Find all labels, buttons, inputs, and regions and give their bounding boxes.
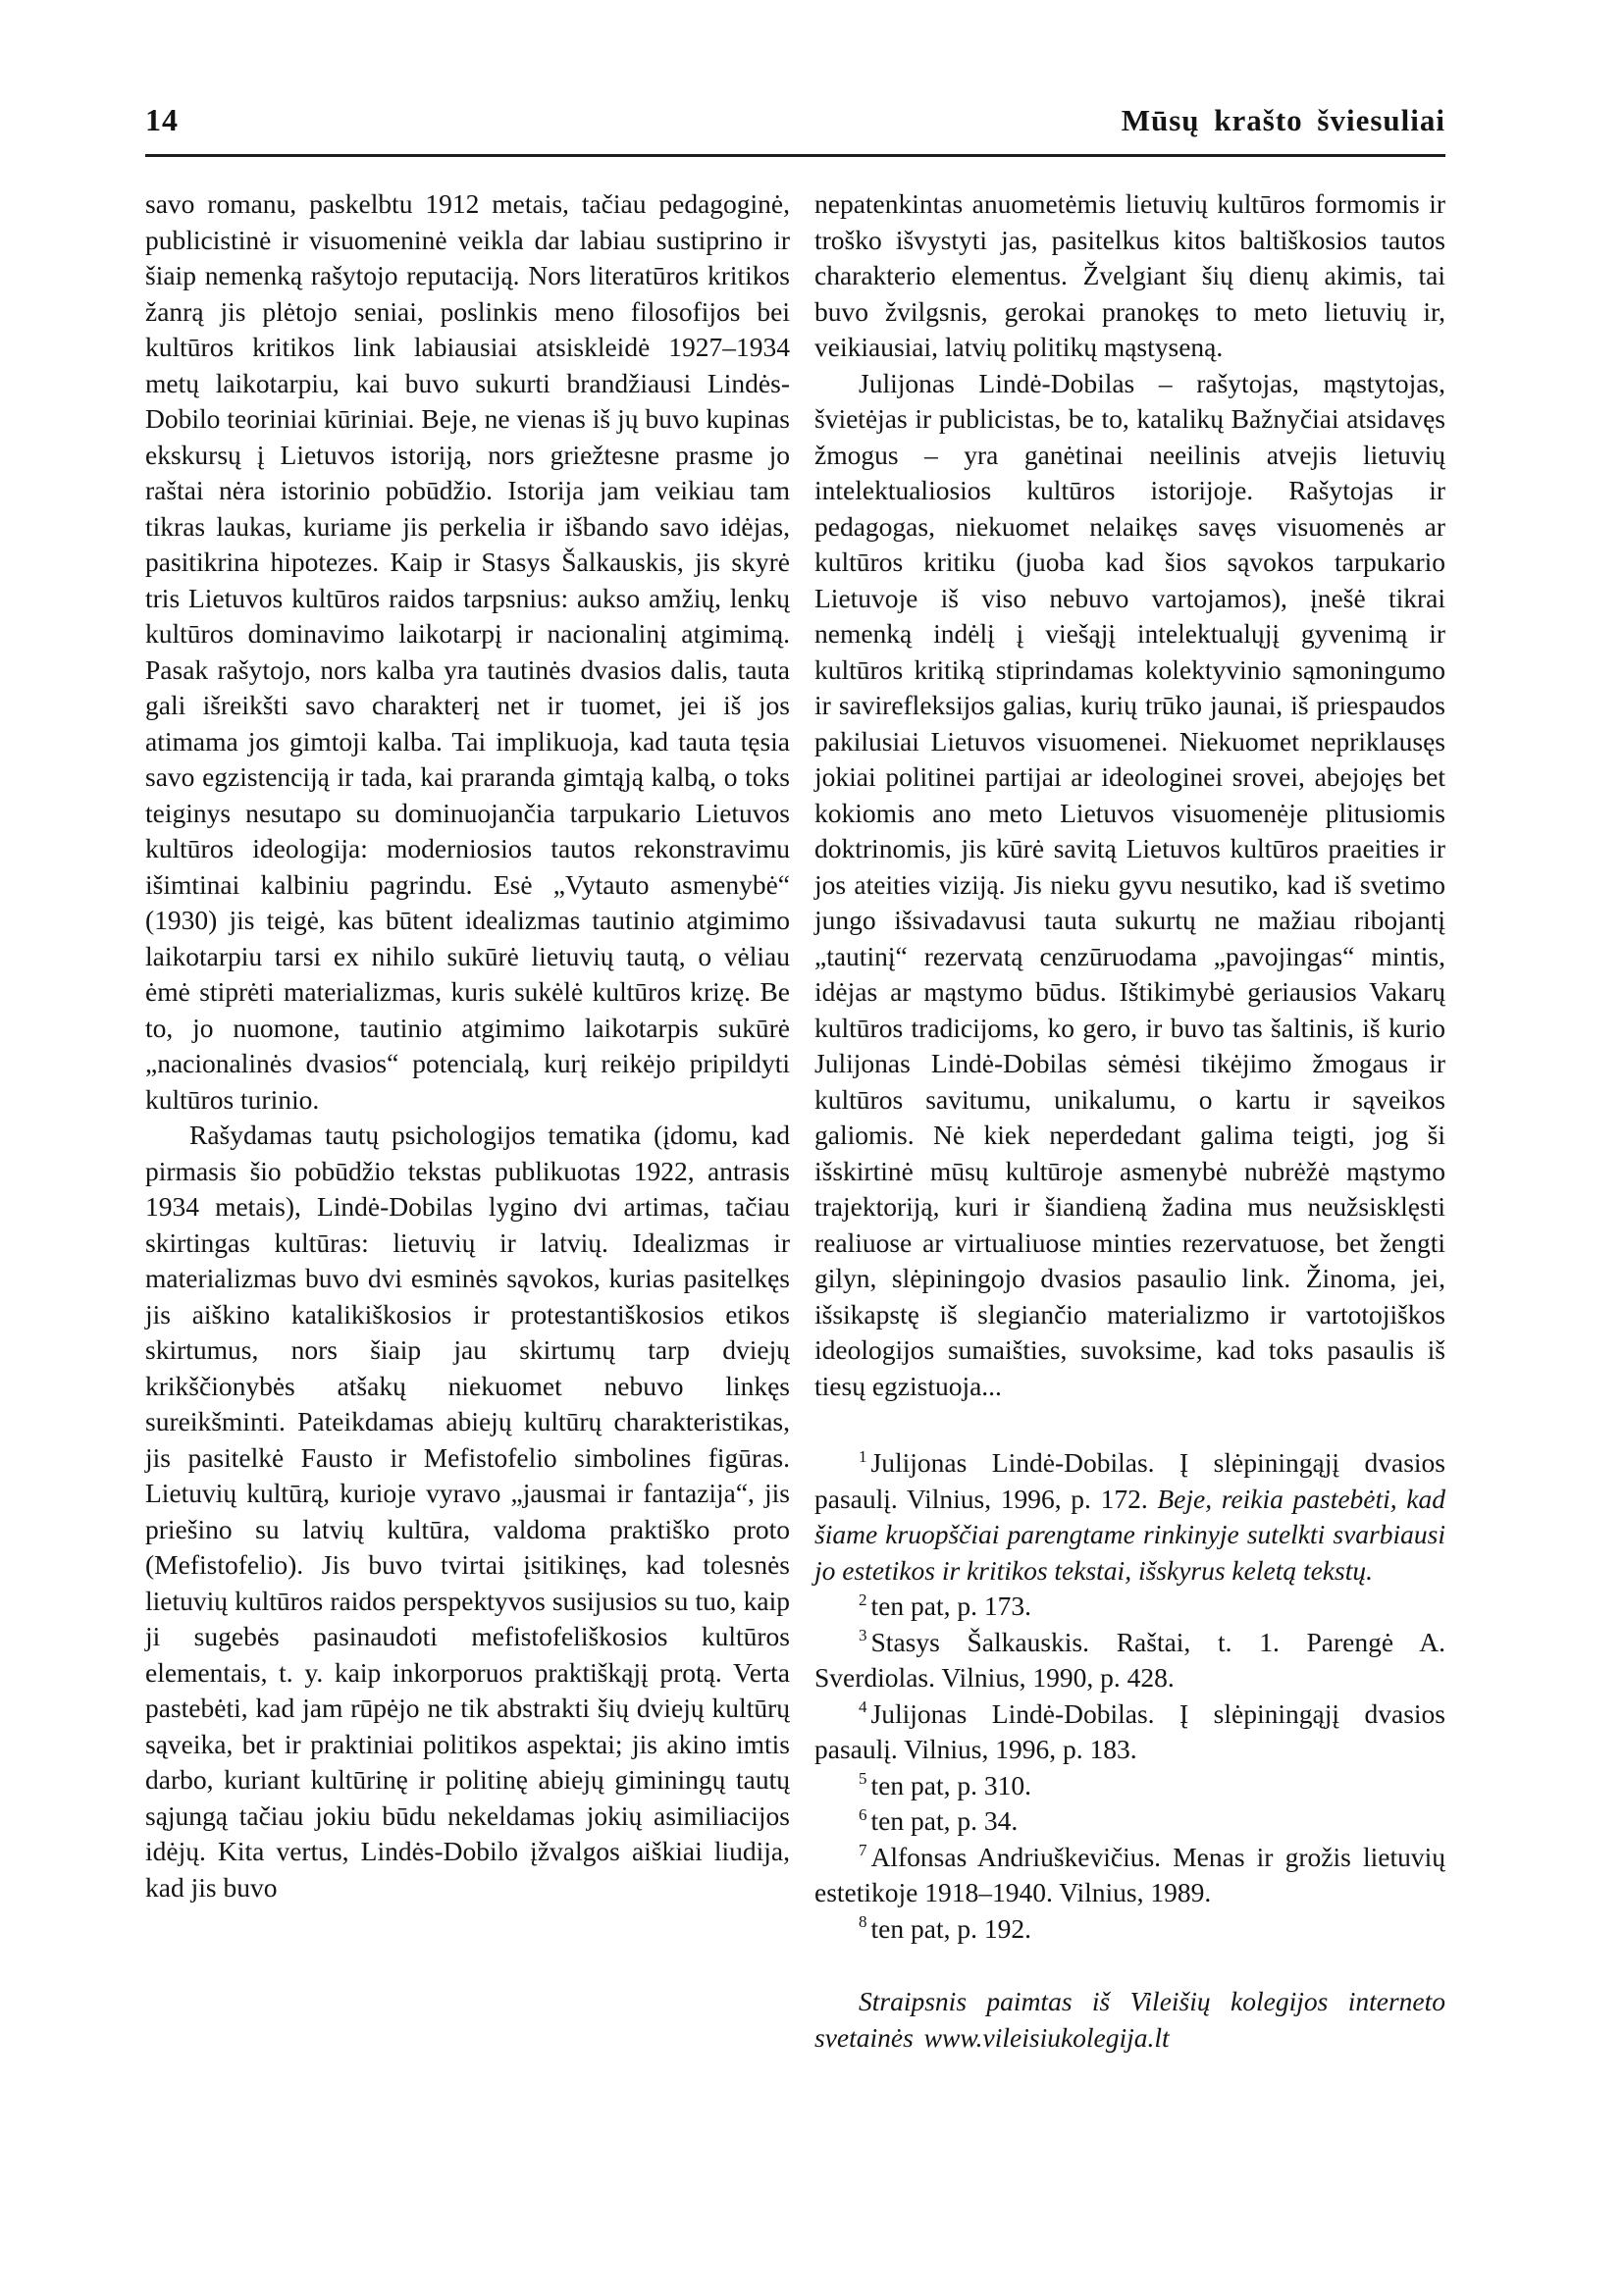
footnote <box>814 1696 1445 1768</box>
body-paragraph: Julijonas Lindė-Dobilas – rašytojas, mąstytojas, švietėjas ir publicistas, be to, katalikų Bažnyčiai atsidavęs žmogus – yra ganėtinai neeilinis atvejis lietuvių intelektualiosios kultūros istorijoje. Rašytojas ir pedagogas, niekuomet nelaikęs savęs visuomenės ar kultūros kritiku (juoba kad šios sąvokos tarpukario Lietuvoje iš viso nebuvo vartojamos), įnešė tikrai nemenką indėlį į viešąjį intelektualųjį gyvenimą ir kultūros kritiką stiprindamas kolektyvinio sąmoningumo ir savirefleksijos galias, kurių trūko jaunai, iš priespaudos pakilusiai Lietuvos visuomenei. Niekuomet nepriklausęs jokiai politinei partijai ar ideologinei srovei, abejojęs bet kokiomis ano meto Lietuvos visuomenėje plitusiomis doktrinomis, jis kūrė savitą Lietuvos kultūros praeities ir jos ateities viziją. Jis nieku gyvu nesutiko, kad iš svetimo jungo išsivadavusi tauta sukurtų ne mažiau ribojantį „tautinį“ rezervatą cenzūruodama „pavojingas“ mintis, idėjas ar mąstymo būdus. Ištikimybė geriausios Vakarų kultūros tradicijoms, ko gero, ir buvo tas šaltinis, iš kurio Julijonas Lindė-Dobilas sėmėsi tikėjimo žmogaus ir kultūros savitumu, unikalumu, o kartu ir sąveikos galiomis. Nė kiek neperdedant galima teigti, jog ši išskirtinė mūsų kultūroje asmenybė nubrėžė mąstymo trajektoriją, kuri ir šiandieną žadina mus neužsisklęsti realiuose ar virtualiuose minties rezervatuose, bet žengti gilyn, slėpiningojo dvasios pasaulio link. Žinoma, jei, išsikapstę iš slegiančio materializmo ir vartotojiškos ideologijos sumaišties, suvoksime, kad toks pasaulis iš tiesų egzistuoja... <box>814 367 1445 1401</box>
footnote <box>814 1840 1445 1911</box>
header-rule <box>145 154 1445 157</box>
footnote <box>814 1445 1445 1589</box>
footnote-text: ten pat, p. 34. <box>870 1805 1019 1836</box>
footnote-marker: 4 <box>859 1697 867 1717</box>
footnote-text: Alfonsas Andriuškevičius. Menas ir grožis lietuvių estetikoje 1918–1940. Vilnius, 1989. <box>814 1841 1445 1907</box>
left-column <box>145 186 790 2056</box>
footnote <box>814 1589 1445 1625</box>
footnote <box>814 1625 1445 1696</box>
footnote-marker: 8 <box>859 1912 867 1932</box>
footnote-text: Julijonas Lindė-Dobilas. Į slėpiningąjį dvasios pasaulį. Vilnius, 1996, p. 172. <box>814 1447 1445 1514</box>
footnote <box>814 1911 1445 1948</box>
page-number: 14 <box>145 102 179 137</box>
footnote-comment: Beje, reikia pastebėti, kad šiame kruopščiai parengtame rinkinyje sutelkti svarbiausi jo estetikos ir kritikos tekstai, išskyrus keletą tekstų. <box>814 1483 1445 1586</box>
footnote-text: ten pat, p. 173. <box>870 1591 1031 1621</box>
text-columns <box>145 186 1445 2056</box>
page-header <box>145 102 1445 138</box>
body-paragraph: Rašydamas tautų psichologijos tematika (įdomu, kad pirmasis šio pobūdžio tekstas publikuotas 1922, antrasis 1934 metais), Lindė-Dobilas lygino dvi artimas, tačiau skirtingas kultūras: lietuvių ir latvių. Idealizmas ir materializmas buvo dvi esminės sąvokos, kurias pasitelkęs jis aiškino katalikiškosios ir protestantiškosios etikos skirtumus, nors šiaip jau skirtumų tarp dviejų krikščionybės atšakų niekuomet nebuvo linkęs sureikšminti. Pateikdamas abiejų kultūrų charakteristikas, jis pasitelkė Fausto ir Mefistofelio simbolines figūras. Lietuvių kultūrą, kurioje vyravo „jausmai ir fantazija“, jis priešino su latvių kultūra, valdoma praktiško proto (Mefistofelio). Jis buvo tvirtai įsitikinęs, kad tolesnės lietuvių kultūros raidos perspektyvos susijusios su tuo, kaip ji sugebės pasinaudoti mefistofeliškosios kultūros elementais, t. y. kaip inkorporuos praktiškąjį protą. Verta pastebėti, kad jam rūpėjo ne tik abstrakti šių dviejų kultūrų sąveika, bet ir praktiniai politikos aspektai; jis akino imtis darbo, kuriant kultūrinę ir politinę abiejų giminingų tautų sąjungą tačiau jokiu būdu nekeldamas jokių asimiliacijos idėjų. Kita vertus, Lindės-Dobilo įžvalgos aiškiai liudija, kad jis buvo <box>145 1120 790 1903</box>
footnotes-block <box>814 1445 1445 1947</box>
footnote-text: ten pat, p. 310. <box>870 1769 1031 1800</box>
footnote-marker: 1 <box>859 1446 867 1466</box>
source-note: Straipsnis paimtas iš Vileišių kolegijos interneto svetainės www.vileisiukolegija.lt <box>814 1986 1445 2053</box>
footnote-marker: 2 <box>859 1590 867 1609</box>
footnote-marker: 6 <box>859 1804 867 1824</box>
footnote-text: Stasys Šalkauskis. Raštai, t. 1. Parengė A. Sverdiolas. Vilnius, 1990, p. 428. <box>814 1626 1445 1693</box>
footnote <box>814 1768 1445 1804</box>
right-column <box>814 186 1445 2056</box>
running-head-title: Mūsų krašto šviesuliai <box>1121 103 1445 137</box>
footnote-text: ten pat, p. 192. <box>870 1912 1031 1944</box>
footnote-text: Julijonas Lindė-Dobilas. Į slėpiningąjį dvasios pasaulį. Vilnius, 1996, p. 183. <box>814 1697 1445 1764</box>
body-paragraph: nepatenkintas anuometėmis lietuvių kultūros formomis ir troško išvystyti jas, pasitelkus kitos baltiškosios tautos charakterio elementus. Žvelgiant šių dienų akimis, tai buvo žvilgsnis, gerokai pranokęs to meto lietuvių ir, veikiausiai, latvių politikų mąstyseną. <box>814 188 1445 362</box>
footnote-marker: 5 <box>859 1769 867 1789</box>
footnote-marker: 7 <box>859 1841 867 1860</box>
footnote <box>814 1803 1445 1840</box>
body-paragraph: savo romanu, paskelbtu 1912 metais, tačiau pedagoginė, publicistinė ir visuomeninė veikla dar labiau sustiprino ir šiaip nemenką rašytojo reputaciją. Nors literatūros kritikos žanrą jis plėtojo seniai, poslinkis meno filosofijos bei kultūros kritikos link labiausiai atsiskleidė 1927–1934 metų laikotarpiu, kai buvo sukurti brandžiausi Lindės-Dobilo teoriniai kūriniai. Beje, ne vienas iš jų buvo kupinas ekskursų į Lietuvos istoriją, nors griežtesne prasme jo raštai nėra istorinio pobūdžio. Istorija jam veikiau tam tikras laukas, kuriame jis perkelia ir išbando savo idėjas, pasitikrina hipotezes. Kaip ir Stasys Šalkauskis, jis skyrė tris Lietuvos kultūros raidos tarpsnius: aukso amžių, lenkų kultūros dominavimo laikotarpį ir nacionalinį atgimimą. Pasak rašytojo, nors kalba yra tautinės dvasios dalis, tauta gali išreikšti savo charakterį net ir tuomet, jei iš jos atimama jos gimtoji kalba. Tai implikuoja, kad tauta tęsia savo egzistenciją ir tada, kai praranda gimtąją kalbą, o toks teiginys nesutapo su dominuojančia tarpukario Lietuvos kultūros ideologija: moderniosios tautos rekonstravimu išimtinai kalbiniu pagrindu. Esė „Vytauto asmenybė“ (1930) jis teigė, kas būtent idealizmas tautinio atgimimo laikotarpiu tarsi ex nihilo sukūrė lietuvių tautą, o vėliau ėmė stiprėti materializmas, kuris sukėlė kultūros krizę. Be to, jo nuomone, tautinio atgimimo laikotarpis sukūrė „nacionalinės dvasios“ potencialą, kurį reikėjo pripildyti kultūros turinio. <box>145 188 790 1115</box>
footnote-marker: 3 <box>859 1626 867 1645</box>
